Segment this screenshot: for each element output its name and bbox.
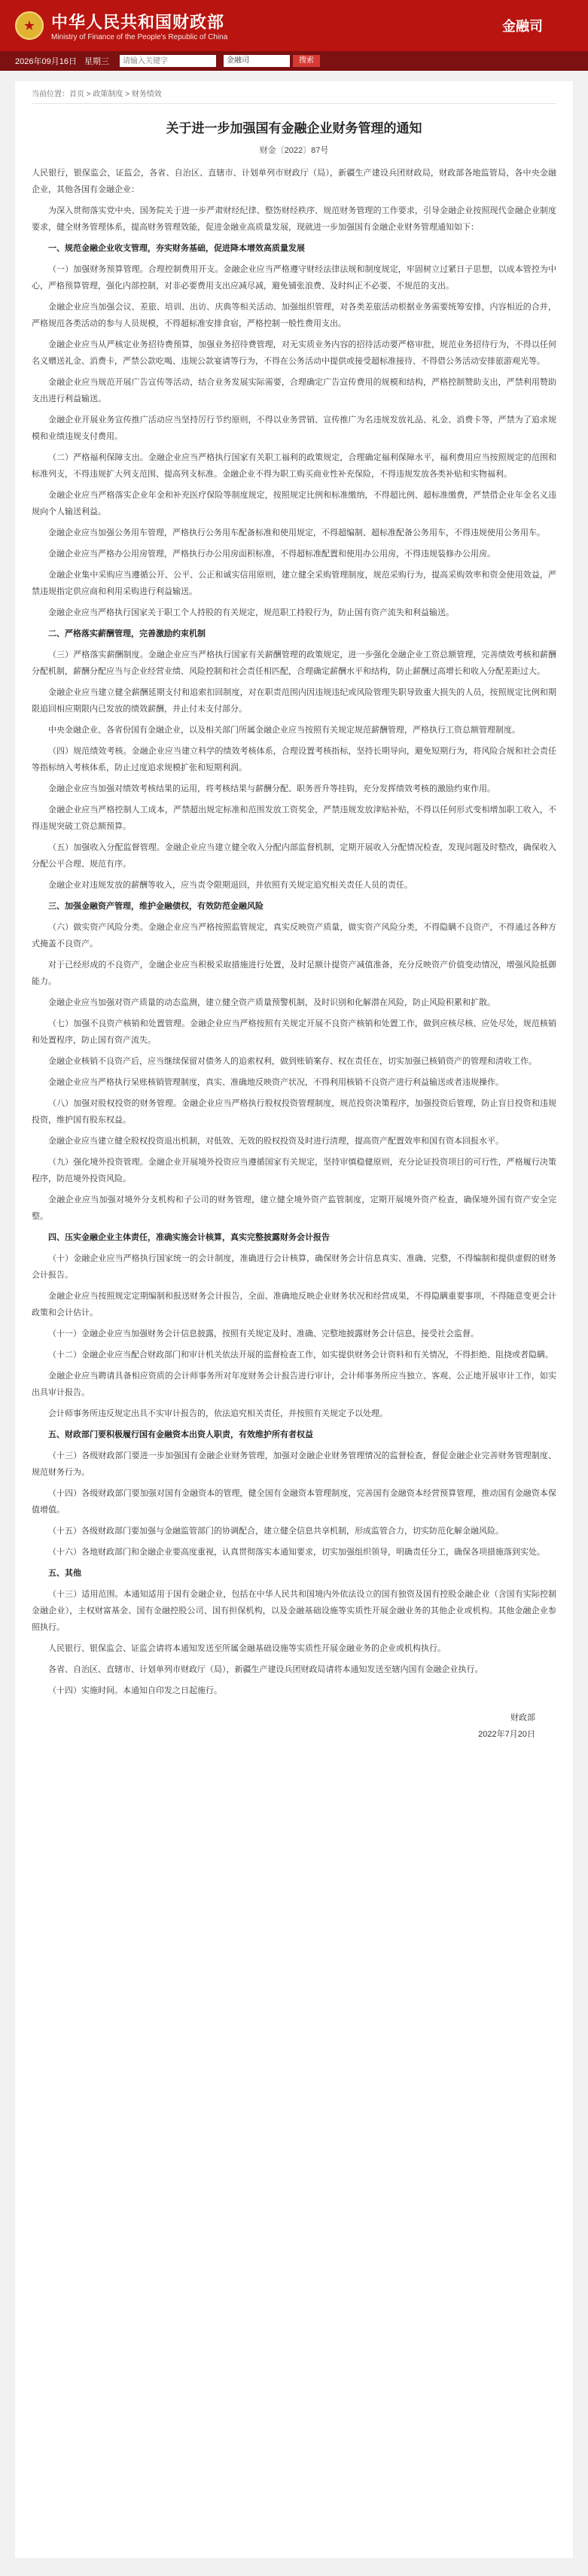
paragraph: 中央金融企业、各省份国有金融企业，以及相关部门所属金融企业应当按照有关规定规范薪酬管理，严格执行工资总额管理制度。 — [48, 726, 520, 735]
paragraph: 金融企业应当加强对境外分支机构和子公司的财务管理，建立健全境外资产监管制度，定期开展境外资产检查，确保境外国有资产安全完整。 — [32, 1195, 556, 1221]
section-heading: 一、规范金融企业收支管理，夯实财务基础，促进降本增效高质量发展 — [48, 244, 305, 253]
paragraph: 金融企业应当加强对绩效考核结果的运用，将考核结果与薪酬分配、职务晋升等挂钩，充分发挥绩效考核的激励约束作用。 — [48, 784, 495, 793]
paragraph: 金融企业应当加强对资产质量的动态监测，建立健全资产质量预警机制，及时识别和化解潜在风险，防止风险积累和扩散。 — [48, 998, 495, 1007]
paragraph: 金融企业应当规范开展广告宣传等活动，结合业务发展实际需要，合理确定广告宣传费用的规模和结构，严格控制赞助支出，严禁利用赞助支出进行利益输送。 — [32, 378, 556, 403]
paragraph: 金融企业应当建立健全薪酬延期支付和追索扣回制度，对在职责范围内因违规违纪或风险管理失职导致重大损失的人员，按照规定比例和期限追回相应期限内已发放的绩效薪酬，并止付未支付部分。 — [32, 688, 556, 714]
paragraph: 会计师事务所违反规定出具不实审计报告的，依法追究相关责任，并按照有关规定予以处理。 — [48, 1409, 388, 1418]
paragraph: （十三）各级财政部门要进一步加强国有金融企业财务管理，加强对金融企业财务管理情况的监督检查，督促金融企业完善财务管理制度、规范财务行为。 — [32, 1451, 556, 1477]
paragraph: （一）加强财务预算管理。合理控制费用开支。金融企业应当严格遵守财经法律法规和制度规定，牢固树立过紧日子思想，以成本管控为中心，严格预算管理，强化内部控制，对非必要费用支出应减尽减，避免铺张浪费、及时纠正不必要、不规范的支出。 — [32, 265, 556, 291]
paragraph: 各省、自治区、直辖市、计划单列市财政厅（局），新疆生产建设兵团财政局请将本通知发送至辖内国有金融企业执行。 — [48, 1665, 483, 1674]
section-heading: 三、加强金融资产管理，维护金融债权，有效防范金融风险 — [48, 902, 264, 911]
paragraph: （十四）实施时间。本通知自印发之日起施行。 — [48, 1686, 222, 1695]
paragraph: 金融企业应当建立健全股权投资退出机制，对低效、无效的股权投资及时进行清理，提高资产配置效率和国有资本回报水平。 — [48, 1137, 504, 1146]
paragraph: 金融企业集中采购应当遵循公开、公平、公正和诚实信用原则，建立健全采购管理制度，规范采购行为，提高采购效率和资金使用效益，严禁违规指定供应商和利用采购进行利益输送。 — [32, 571, 556, 596]
paragraph: 金融企业应当按照规定定期编制和报送财务会计报告，全面、准确地反映企业财务状况和经营成果，不得隐瞒重要事项，不得随意变更会计政策和会计估计。 — [32, 1292, 556, 1317]
paragraph: （十四）各级财政部门要加强对国有金融资本的管理，健全国有金融资本管理制度，完善国有金融资本经营预算管理，推动国有金融资本保值增值。 — [32, 1489, 556, 1515]
paragraph: 金融企业应当严格执行呆账核销管理制度，真实、准确地反映资产状况，不得利用核销不良资产进行利益输送或者违规操作。 — [48, 1078, 504, 1087]
article-card — [15, 81, 573, 2558]
paragraph: （十二）金融企业应当配合财政部门和审计机关依法开展的监督检查工作，如实提供财务会计资料和有关情况，不得拒绝、阻挠或者隐瞒。 — [48, 1350, 553, 1360]
paragraph: 金融企业应当严格控制人工成本，严禁超出规定标准和范围发放工资奖金，严禁违规发放津贴补贴，不得以任何形式变相增加职工收入，不得违规突破工资总额预算。 — [32, 805, 556, 831]
search-input[interactable] — [120, 55, 216, 67]
paragraph: 金融企业应当加强公务用车管理，严格执行公务用车配备标准和使用规定，不得超编制、超标准配备公务用车，不得违规使用公务用车。 — [48, 528, 545, 537]
paragraph: （二）严格福利保障支出。金融企业应当严格执行国家有关职工福利的政策规定，合理确定福利保障水平，福利费用应当按照规定的范围和标准列支，不得违规扩大列支范围、提高列支标准。金融企业不得为职工购买商业性补充保险，不得违规发放各类补贴和实物福利。 — [32, 453, 556, 479]
site-title-cn: 中华人民共和国财政部 — [51, 13, 225, 32]
department-name: 金融司 — [502, 19, 543, 34]
breadcrumb-finance-link[interactable]: 财务绩效 — [131, 90, 162, 99]
search-button[interactable]: 搜索 — [293, 55, 320, 67]
paragraph: （三）严格落实薪酬制度。金融企业应当严格执行国家有关薪酬管理的政策规定，进一步强化金融企业工资总额管理，完善绩效考核和薪酬分配机制，薪酬分配应当与企业经营业绩、风险控制和社会责任相匹配，合理确定薪酬水平和结构，防止薪酬过高增长和收入分配差距过大。 — [32, 650, 556, 676]
site-title-en: Ministry of Finance of the People's Republic of China — [51, 33, 228, 41]
paragraph: 为深入贯彻落实党中央、国务院关于进一步严肃财经纪律、整饬财经秩序、规范财务管理的工作要求，引导金融企业按照现代金融企业制度要求，健全财务管理体系，提高财务管理效能，促进金融业高质量发展，现就进一步加强国有金融企业财务管理通知如下： — [32, 206, 556, 232]
paragraph: 对于已经形成的不良资产，金融企业应当积极采取措施进行处置，及时足额计提资产减值准备，充分反映资产价值变动情况，增强风险抵御能力。 — [32, 961, 556, 986]
breadcrumb-policy-link[interactable]: 政策制度 — [93, 90, 123, 99]
section-heading: 五、其他 — [48, 1569, 81, 1578]
paragraph: 金融企业应当严格执行国家关于职工个人持股的有关规定，规范职工持股行为，防止国有资产流失和利益输送。 — [48, 608, 454, 617]
current-date: 2026年09月16日 — [15, 57, 77, 66]
paragraph: 金融企业应当聘请具备相应资质的会计师事务所对年度财务会计报告进行审计，会计师事务所应当独立、客观、公正地开展审计工作，如实出具审计报告。 — [32, 1372, 556, 1397]
paragraph: 金融企业核销不良资产后，应当继续保留对债务人的追索权利，做到账销案存、权在责任在，切实加强已核销资产的管理和清收工作。 — [48, 1057, 537, 1066]
issue-date: 2022年7月20日 — [478, 1730, 535, 1739]
paragraph: （十三）适用范围。本通知适用于国有金融企业，包括在中华人民共和国境内外依法设立的国有独资及国有控股金融企业（含国有实际控制金融企业），主权财富基金、国有金融控股公司、国有担保机构，以及金融基础设施等实质性开展金融业务的其他企业或机构。其他金融企业参照执行。 — [32, 1590, 556, 1632]
current-weekday: 星期三 — [84, 57, 109, 66]
site-header — [0, 0, 588, 51]
paragraph: 金融企业应当严格落实企业年金和补充医疗保险等制度规定，按照规定比例和标准缴纳，不得超比例、超标准缴费，严禁借企业年金名义违规向个人输送利益。 — [32, 491, 556, 516]
paragraph: （四）规范绩效考核。金融企业应当建立科学的绩效考核体系，合理设置考核指标，坚持长期导向，避免短期行为，将风险合规和社会责任等指标纳入考核体系，防止过度追求规模扩张和短期利润。 — [32, 747, 556, 772]
section-heading: 二、严格落实薪酬管理，完善激励约束机制 — [48, 629, 206, 638]
addressee: 人民银行，银保监会，证监会，各省、自治区、直辖市、计划单列市财政厅（局），新疆生产建设兵团财政局，财政部各地监管局，各中央金融企业，其他各国有金融企业： — [32, 169, 556, 194]
signer: 财政部 — [510, 1713, 535, 1722]
paragraph: 人民银行、银保监会、证监会请将本通知发送至所属金融基础设施等实质性开展金融业务的企业或机构执行。 — [48, 1644, 446, 1653]
paragraph: （七）加强不良资产核销和处置管理。金融企业应当严格按照有关规定开展不良资产核销和处置工作，做到应核尽核、应处尽处，规范核销和处置程序，防止国有资产流失。 — [32, 1019, 556, 1045]
paragraph: 金融企业应当从严核定业务招待费预算，加强业务招待费管理，对无实质业务内容的招待活动要严格审批，规范业务招待行为，不得以任何名义赠送礼金、消费卡，严禁公款吃喝、违规公款宴请等行为，不得在公务活动中提供或接受超标准接待、不得借公务活动安排旅游观光等。 — [32, 340, 556, 366]
paragraph: （十六）各地财政部门和金融企业要高度重视，认真贯彻落实本通知要求，切实加强组织领导，明确责任分工，确保各项措施落到实处。 — [48, 1548, 545, 1557]
paragraph: 金融企业对违规发放的薪酬等收入，应当责令限期退回，并依照有关规定追究相关责任人员的责任。 — [48, 881, 413, 890]
paragraph: 金融企业开展业务宣传推广活动应当坚持厉行节约原则，不得以业务营销、宣传推广为名违规发放礼品、礼金、消费卡等，严禁为了追求规模和业绩违规支付费用。 — [32, 416, 556, 441]
scope-select[interactable]: 金融司 — [224, 55, 290, 67]
breadcrumb: 当前位置：首页 > 政策制度 > 财务绩效 — [32, 87, 556, 104]
breadcrumb-prefix: 当前位置： — [32, 90, 69, 99]
paragraph: （十）金融企业应当严格执行国家统一的会计制度，准确进行会计核算，确保财务会计信息真实、准确、完整，不得编制和提供虚假的财务会计报告。 — [32, 1254, 556, 1280]
national-emblem-icon: ★ — [15, 11, 44, 40]
paragraph: （六）做实资产风险分类。金融企业应当严格按照监管规定，真实反映资产质量，做实资产风险分类，不得隐瞒不良资产，不得通过各种方式掩盖不良资产。 — [32, 923, 556, 948]
top-toolbar — [0, 51, 588, 71]
signature-block — [32, 1710, 556, 1743]
paragraph: （八）加强对股权投资的财务管理。金融企业应当严格执行股权投资管理制度，规范投资决策程序，加强投资后管理，防止盲目投资和违规投资，维护国有股东权益。 — [32, 1099, 556, 1125]
paragraph: （十五）各级财政部门要加强与金融监管部门的协调配合，建立健全信息共享机制，形成监管合力，切实防范化解金融风险。 — [48, 1527, 504, 1536]
paragraph: 金融企业应当加强会议、差旅、培训、出访、庆典等相关活动、加强组织管理，对各类差旅活动根据业务需要统筹安排，内容相近的合并，严格规范各类活动的参与人员规模，不得超标准安排食宿，严格控制一般性费用支出。 — [32, 303, 556, 328]
document-number: 财金〔2022〕87号 — [259, 146, 329, 155]
section-heading: 五、财政部门要积极履行国有金融资本出资人职责，有效维护所有者权益 — [48, 1430, 313, 1439]
site-brand[interactable] — [51, 10, 227, 41]
paragraph: 金融企业应当严格办公用房管理，严格执行办公用房面积标准，不得超标准配置和使用办公用房，不得违规装修办公用房。 — [48, 550, 495, 559]
article-title: 关于进一步加强国有金融企业财务管理的通知 — [166, 121, 422, 135]
paragraph: （九）强化境外投资管理。金融企业开展境外投资应当遵循国家有关规定，坚持审慎稳健原则，充分论证投资项目的可行性，严格履行决策程序，防范境外投资风险。 — [32, 1158, 556, 1183]
breadcrumb-home-link[interactable]: 首页 — [69, 90, 84, 99]
paragraph: （十一）金融企业应当加强财务会计信息披露，按照有关规定及时、准确、完整地披露财务会计信息，接受社会监督。 — [48, 1329, 479, 1338]
section-heading: 四、压实金融企业主体责任，准确实施会计核算，真实完整披露财务会计报告 — [48, 1233, 330, 1242]
paragraph: （五）加强收入分配监督管理。金融企业应当建立健全收入分配内部监督机制，定期开展收入分配情况检查，发现问题及时整改，确保收入分配公平合理、规范有序。 — [32, 843, 556, 869]
